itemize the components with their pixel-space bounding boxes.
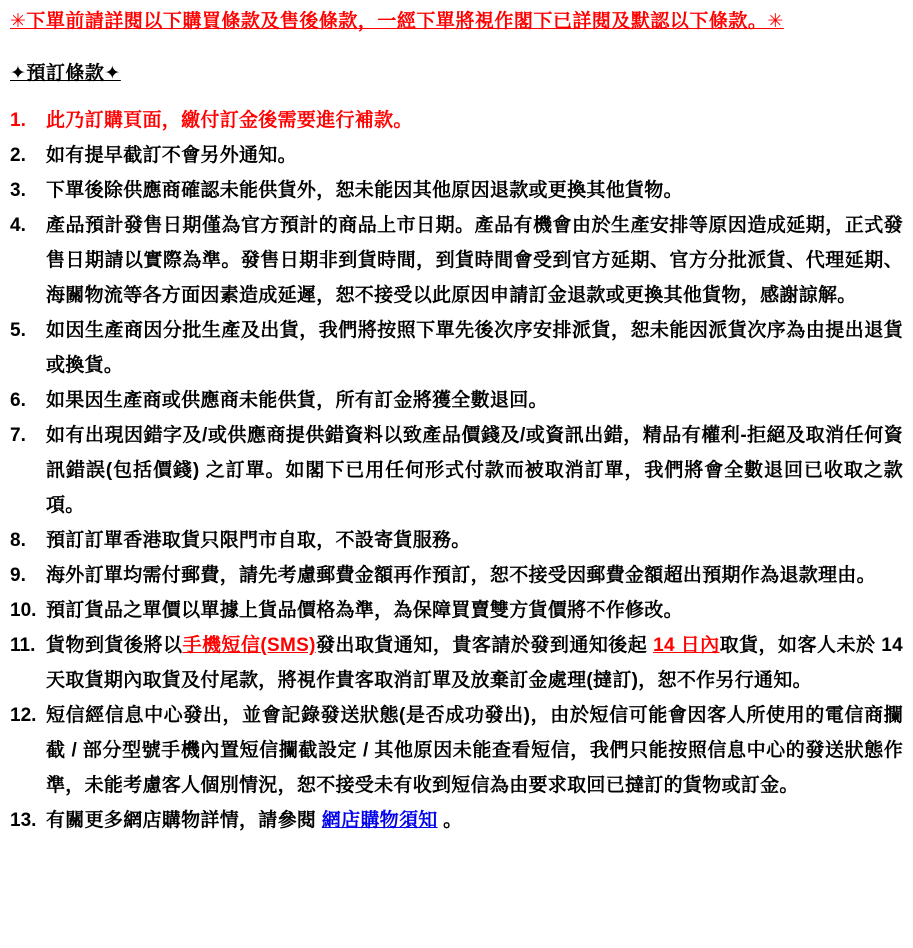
term-number: 7. [10,425,26,446]
term-number: 1. [10,110,26,131]
term-segment: 預訂訂單香港取貨只限門市自取，不設寄貨服務。 [46,530,471,551]
term-segment: 如果因生產商或供應商未能供貨，所有訂金將獲全數退回。 [46,390,548,411]
term-text [46,628,903,698]
term-segment: 發出取貨通知，貴客請於發到通知後起 [315,635,654,656]
term-text [46,418,903,523]
highlighted-text: 14 日內 [653,635,720,656]
term-item [10,138,903,173]
term-item [10,418,903,523]
term-number: 13. [10,810,37,831]
shop-guide-link[interactable]: 網店購物須知 [321,810,438,831]
term-segment: 產品預計發售日期僅為官方預計的商品上市日期。產品有機會由於生產安排等原因造成延期，正式發售日期請以實際為準。發售日期非到貨時間，到貨時間會受到官方延期、官方分批派貨、代理延期、海關物流等各方面因素造成延遲，恕不接受以此原因申請訂金退款或更換其他貨物，感謝諒解。 [46,215,903,306]
purchase-notice-heading: ✳下單前請詳閱以下購買條款及售後條款，一經下單將視作閣下已詳閱及默認以下條款。✳ [10,11,784,32]
term-number: 5. [10,320,26,341]
term-segment: 。 [437,810,463,831]
term-item [10,103,903,138]
term-number: 6. [10,390,26,411]
term-segment: 短信經信息中心發出，並會記錄發送狀態(是否成功發出)，由於短信可能會因客人所使用的電信商攔截 / 部分型號手機內置短信攔截設定 / 其他原因未能查看短信，我們只能按照信息中心的發送狀態作準，未能考慮客人個別情況，恕不接受未有收到短信為由要求取回已撻訂的貨物或訂金。 [46,705,903,796]
term-number: 11. [10,635,36,656]
term-text [46,698,903,803]
term-item [10,173,903,208]
term-text [46,383,903,418]
term-item [10,593,903,628]
term-text [46,173,903,208]
term-segment: 如有出現因錯字及/或供應商提供錯資料以致產品價錢及/或資訊出錯，精品有權利-拒絕及取消任何資訊錯誤(包括價錢) 之訂單。如閣下已用任何形式付款而被取消訂單，我們將會全數退回已收取之款項。 [46,425,903,516]
term-number: 4. [10,215,26,236]
term-segment: 此乃訂購頁面，繳付訂金後需要進行補款。 [46,110,413,131]
term-item [10,558,903,593]
term-segment: 下單後除供應商確認未能供貨外，恕未能因其他原因退款或更換其他貨物。 [46,180,683,201]
term-item [10,803,903,838]
highlighted-text: 手機短信(SMS) [182,635,316,656]
term-number: 2. [10,145,26,166]
terms-list [10,103,903,838]
term-segment: 海外訂單均需付郵費，請先考慮郵費金額再作預訂，恕不接受因郵費金額超出預期作為退款理由。 [46,565,876,586]
term-text [46,803,903,838]
term-number: 9. [10,565,26,586]
term-text [46,313,903,383]
term-segment: 如因生產商因分批生產及出貨，我們將按照下單先後次序安排派貨，恕未能因派貨次序為由提出退貨或換貨。 [46,320,903,376]
term-item [10,313,903,383]
term-segment: 有關更多網店購物詳情，請參閱 [46,810,322,831]
section-title-preorder-terms: ✦預訂條款✦ [10,63,121,84]
term-text [46,138,903,173]
term-number: 8. [10,530,26,551]
term-text [46,523,903,558]
term-segment: 取貨，如客人未於 14 天取貨期內取貨及付尾款，將視作貴客取消訂單及放棄訂金處理(撻訂)，恕不作另行通知。 [46,635,904,691]
term-text [46,593,903,628]
term-item [10,698,903,803]
term-text [46,558,903,593]
term-segment: 貨物到貨後將以 [46,635,183,656]
term-text [46,103,903,138]
term-number: 3. [10,180,26,201]
term-segment: 如有提早截訂不會另外通知。 [46,145,297,166]
term-number: 12. [10,705,37,726]
term-item [10,383,903,418]
term-item [10,208,903,313]
term-text [46,208,903,313]
term-number: 10. [10,600,37,621]
term-item [10,628,903,698]
term-segment: 預訂貨品之單價以單據上貨品價格為準，為保障買賣雙方貨價將不作修改。 [46,600,683,621]
term-item [10,523,903,558]
